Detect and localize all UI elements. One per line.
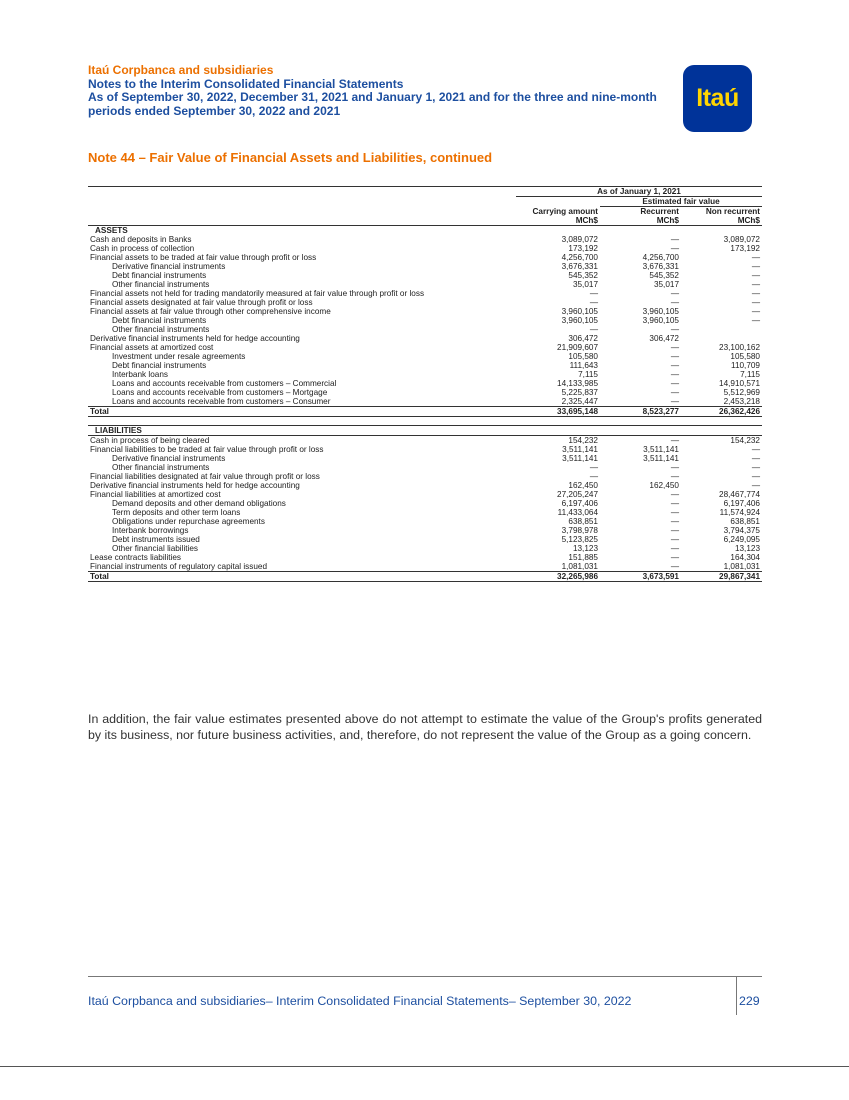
- asset-row: [88, 343, 762, 352]
- total-non-recurrent: 26,362,426: [681, 407, 762, 417]
- carrying-amount-value: 5,123,825: [561, 535, 598, 544]
- carrying-amount-value: 21,909,607: [557, 343, 598, 352]
- unit-carrying: MCh$: [516, 216, 600, 226]
- asset-row: [88, 316, 762, 325]
- liability-row: [88, 436, 762, 446]
- asset-row: [88, 325, 762, 334]
- asset-label: Debt financial instruments: [112, 271, 207, 280]
- non-recurrent-value: 14,910,571: [719, 379, 760, 388]
- non-recurrent-value: 6,197,406: [723, 499, 760, 508]
- asset-label: Debt financial instruments: [112, 316, 207, 325]
- non-recurrent-value: 1,081,031: [681, 562, 762, 572]
- total-non-recurrent: 29,867,341: [681, 572, 762, 582]
- asset-label: Loans and accounts receivable from customers – Consumer: [88, 397, 516, 407]
- recurrent-value: —: [670, 463, 679, 472]
- recurrent-value: 3,960,105: [642, 307, 679, 316]
- carrying-amount-value: 13,123: [572, 544, 598, 553]
- recurrent-value: 162,450: [649, 481, 679, 490]
- recurrent-value: —: [670, 235, 679, 244]
- liability-row: [88, 463, 762, 472]
- table-header-period: [88, 187, 762, 197]
- estimated-fair-value-header: Estimated fair value: [600, 197, 762, 207]
- liability-label: Financial liabilities to be traded at fair value through profit or loss: [90, 445, 324, 454]
- non-recurrent-value: 154,232: [730, 436, 760, 445]
- non-recurrent-value: 2,453,218: [681, 397, 762, 407]
- liability-row: [88, 553, 762, 562]
- non-recurrent-value: —: [751, 481, 760, 490]
- carrying-amount-value: 3,089,072: [561, 235, 598, 244]
- page-bottom-rule: [0, 1066, 849, 1067]
- liability-row: [88, 490, 762, 499]
- asset-label: Loans and accounts receivable from customers – Mortgage: [112, 388, 328, 397]
- asset-row: [88, 379, 762, 388]
- non-recurrent-value: 7,115: [740, 370, 760, 379]
- asset-row: [88, 289, 762, 298]
- asset-label: Financial assets at fair value through other comprehensive income: [90, 307, 331, 316]
- recurrent-value: 4,256,700: [642, 253, 679, 262]
- asset-row: [88, 244, 762, 253]
- recurrent-value: —: [670, 388, 679, 397]
- non-recurrent-value: 13,123: [734, 544, 760, 553]
- liability-label: Cash in process of being cleared: [90, 436, 210, 445]
- total-recurrent: 8,523,277: [600, 407, 681, 417]
- non-recurrent-value: —: [751, 289, 760, 298]
- carrying-amount-value: 4,256,700: [561, 253, 598, 262]
- non-recurrent-value: —: [751, 280, 760, 289]
- itau-logo: [683, 65, 752, 132]
- total-carrying-amount: 33,695,148: [516, 407, 600, 417]
- liability-label: Financial instruments of regulatory capital issued: [88, 562, 516, 572]
- footer-text: Itaú Corpbanca and subsidiaries– Interim Consolidated Financial Statements– September 30, 2022: [88, 994, 632, 1008]
- non-recurrent-value: 23,100,162: [719, 343, 760, 352]
- asset-row: [88, 271, 762, 280]
- carrying-amount-value: 3,960,105: [561, 307, 598, 316]
- liability-label: Lease contracts liabilities: [90, 553, 182, 562]
- non-recurrent-value: 110,709: [731, 361, 760, 370]
- asset-row: [88, 307, 762, 316]
- carrying-amount-value: 151,885: [568, 553, 598, 562]
- asset-label: Financial assets to be traded at fair value through profit or loss: [90, 253, 317, 262]
- carrying-amount-value: —: [589, 325, 598, 334]
- recurrent-value: —: [670, 544, 679, 553]
- section-spacer: [88, 417, 762, 426]
- logo-text: Itaú: [696, 84, 739, 112]
- asset-row: [88, 280, 762, 289]
- non-recurrent-value: 6,249,095: [723, 535, 760, 544]
- liabilities-heading: LIABILITIES: [88, 426, 762, 436]
- liability-row: [88, 526, 762, 535]
- table-header-estimated: [88, 197, 762, 207]
- asset-label: Financial assets designated at fair value through profit or loss: [90, 298, 313, 307]
- recurrent-value: —: [600, 562, 681, 572]
- carrying-amount-value: —: [589, 463, 598, 472]
- liability-row: [88, 445, 762, 454]
- liability-label: Demand deposits and other demand obligations: [112, 499, 286, 508]
- period-header: As of January 1, 2021: [516, 187, 762, 197]
- non-recurrent-value: 11,574,924: [719, 508, 760, 517]
- carrying-amount-value: 27,205,247: [557, 490, 598, 499]
- asset-row: [88, 235, 762, 244]
- liability-row: [88, 544, 762, 553]
- non-recurrent-value: 173,192: [730, 244, 760, 253]
- non-recurrent-value: 3,794,375: [723, 526, 760, 535]
- non-recurrent-value: —: [751, 463, 760, 472]
- carrying-amount-value: 2,325,447: [516, 397, 600, 407]
- page-number: 229: [739, 994, 760, 1008]
- assets-section-title: [88, 226, 762, 236]
- total-label: Total: [88, 572, 516, 582]
- carrying-amount-value: 3,676,331: [561, 262, 598, 271]
- liability-row: [88, 472, 762, 481]
- carrying-amount-value: 173,192: [568, 244, 598, 253]
- table-header-units: [88, 216, 762, 226]
- non-recurrent-value: —: [751, 307, 760, 316]
- recurrent-value: —: [670, 508, 679, 517]
- carrying-amount-value: —: [589, 289, 598, 298]
- carrying-amount-value: 11,433,064: [557, 508, 598, 517]
- non-recurrent-value: 164,304: [730, 553, 760, 562]
- table-header-columns: [88, 207, 762, 217]
- asset-row: [88, 298, 762, 307]
- total-recurrent: 3,673,591: [600, 572, 681, 582]
- asset-label: Cash and deposits in Banks: [90, 235, 192, 244]
- asset-label: Derivative financial instruments: [112, 262, 226, 271]
- carrying-amount-value: 162,450: [568, 481, 598, 490]
- recurrent-value: —: [670, 499, 679, 508]
- carrying-amount-value: 7,115: [578, 370, 598, 379]
- non-recurrent-value: —: [751, 472, 760, 481]
- recurrent-value: —: [670, 343, 679, 352]
- liability-label: Interbank borrowings: [112, 526, 189, 535]
- recurrent-value: —: [670, 526, 679, 535]
- unit-non-recurrent: MCh$: [681, 216, 762, 226]
- carrying-amount-value: 3,511,141: [562, 445, 598, 454]
- liability-label: Other financial instruments: [112, 463, 210, 472]
- carrying-amount-value: 638,851: [568, 517, 598, 526]
- non-recurrent-value: 638,851: [730, 517, 760, 526]
- recurrent-value: —: [670, 298, 679, 307]
- liability-row: [88, 562, 762, 572]
- asset-label: Cash in process of collection: [90, 244, 195, 253]
- liability-row: [88, 535, 762, 544]
- closing-paragraph: In addition, the fair value estimates presented above do not attempt to estimate the value of the Group's profits generated by its business, nor future business activities, and, therefore, do not represent the value of the Group as a going concern.: [88, 712, 762, 742]
- liability-label: Obligations under repurchase agreements: [112, 517, 265, 526]
- recurrent-value: —: [670, 436, 679, 445]
- recurrent-header: Recurrent: [640, 207, 679, 216]
- liability-label: Financial liabilities designated at fair value through profit or loss: [90, 472, 320, 481]
- non-recurrent-value: [681, 325, 762, 334]
- asset-row: [88, 253, 762, 262]
- footer-rule: [88, 976, 762, 977]
- asset-row: [88, 361, 762, 370]
- liability-row: [88, 499, 762, 508]
- carrying-amount-value: 306,472: [568, 334, 598, 343]
- total-label: Total: [88, 407, 516, 417]
- footer-divider: [736, 977, 737, 1015]
- recurrent-value: —: [670, 535, 679, 544]
- non-recurrent-value: —: [751, 316, 760, 325]
- carrying-amount-value: 154,232: [568, 436, 598, 445]
- asset-label: Financial assets not held for trading mandatorily measured at fair value through profit or loss: [90, 289, 425, 298]
- liability-label: Derivative financial instruments held for hedge accounting: [90, 481, 300, 490]
- unit-recurrent: MCh$: [600, 216, 681, 226]
- carrying-amount-value: 35,017: [572, 280, 598, 289]
- non-recurrent-value: —: [751, 298, 760, 307]
- asset-row: [88, 370, 762, 379]
- asset-row: [88, 352, 762, 361]
- non-recurrent-value: 5,512,969: [723, 388, 760, 397]
- liability-row: [88, 454, 762, 463]
- carrying-amount-value: 14,133,985: [557, 379, 598, 388]
- recurrent-value: —: [670, 244, 679, 253]
- recurrent-value: 3,511,141: [643, 445, 679, 454]
- note-title: Note 44 – Fair Value of Financial Assets and Liabilities, continued: [88, 150, 493, 165]
- non-recurrent-value: —: [751, 271, 760, 280]
- recurrent-value: —: [670, 370, 679, 379]
- recurrent-value: —: [670, 553, 679, 562]
- asset-label: Debt financial instruments: [112, 361, 207, 370]
- recurrent-value: 3,960,105: [642, 316, 679, 325]
- non-recurrent-value: 28,467,774: [719, 490, 760, 499]
- company-name: Itaú Corpbanca and subsidiaries: [88, 63, 274, 77]
- liability-row: [88, 508, 762, 517]
- report-header: [88, 64, 658, 118]
- non-recurrent-value: —: [751, 454, 760, 463]
- carrying-amount-value: 1,081,031: [516, 562, 600, 572]
- carrying-amount-value: 3,511,141: [562, 454, 598, 463]
- carrying-amount-value: 3,960,105: [561, 316, 598, 325]
- non-recurrent-value: —: [751, 445, 760, 454]
- recurrent-value: —: [670, 352, 679, 361]
- carrying-amount-value: 111,643: [569, 361, 598, 370]
- asset-label: Interbank loans: [112, 370, 168, 379]
- statement-title: Notes to the Interim Consolidated Financial Statements: [88, 76, 404, 91]
- liability-label: Debt instruments issued: [112, 535, 200, 544]
- carrying-amount-value: 6,197,406: [561, 499, 598, 508]
- asset-row: [88, 397, 762, 407]
- liability-label: Other financial liabilities: [112, 544, 199, 553]
- carrying-amount-value: —: [589, 298, 598, 307]
- carrying-amount-value: 3,798,978: [561, 526, 598, 535]
- assets-heading: ASSETS: [95, 226, 128, 235]
- carrying-amount-header: Carrying amount: [532, 206, 598, 216]
- carrying-amount-value: 5,225,837: [561, 388, 598, 397]
- asset-label: Derivative financial instruments held for hedge accounting: [90, 334, 300, 343]
- asset-row: [88, 262, 762, 271]
- liability-label: Term deposits and other term loans: [112, 508, 241, 517]
- non-recurrent-header: Non recurrent: [705, 207, 760, 216]
- fair-value-table: [88, 186, 762, 582]
- liabilities-total-row: [88, 572, 762, 582]
- non-recurrent-value: 3,089,072: [723, 235, 760, 244]
- non-recurrent-value: 105,580: [730, 352, 760, 361]
- recurrent-value: —: [670, 361, 679, 370]
- carrying-amount-value: 545,352: [568, 271, 598, 280]
- liability-row: [88, 517, 762, 526]
- assets-total-row: [88, 407, 762, 417]
- recurrent-value: 35,017: [653, 280, 679, 289]
- asset-label: Other financial instruments: [112, 280, 210, 289]
- recurrent-value: —: [670, 472, 679, 481]
- asset-label: Other financial instruments: [112, 325, 210, 334]
- recurrent-value: —: [670, 490, 679, 499]
- recurrent-value: —: [670, 517, 679, 526]
- recurrent-value: —: [670, 289, 679, 298]
- recurrent-value: 3,676,331: [642, 262, 679, 271]
- asset-label: Financial assets at amortized cost: [90, 343, 214, 352]
- asset-row: [88, 334, 762, 343]
- recurrent-value: 3,511,141: [643, 454, 679, 463]
- non-recurrent-value: —: [751, 262, 760, 271]
- recurrent-value: —: [670, 379, 679, 388]
- recurrent-value: 545,352: [649, 271, 679, 280]
- total-carrying-amount: 32,265,986: [516, 572, 600, 582]
- carrying-amount-value: 105,580: [568, 352, 598, 361]
- liability-label: Financial liabilities at amortized cost: [90, 490, 221, 499]
- non-recurrent-value: —: [751, 253, 760, 262]
- recurrent-value: —: [600, 397, 681, 407]
- period-description: As of September 30, 2022, December 31, 2021 and January 1, 2021 and for the three and nine-month periods ended September 30, 2022 and 2021: [88, 90, 657, 118]
- asset-label: Investment under resale agreements: [112, 352, 246, 361]
- asset-label: Loans and accounts receivable from customers – Commercial: [112, 379, 337, 388]
- asset-row: [88, 388, 762, 397]
- carrying-amount-value: —: [589, 472, 598, 481]
- liability-row: [88, 481, 762, 490]
- liabilities-section-title: [88, 426, 762, 436]
- non-recurrent-value: [681, 334, 762, 343]
- recurrent-value: —: [670, 325, 679, 334]
- recurrent-value: 306,472: [649, 334, 679, 343]
- liability-label: Derivative financial instruments: [112, 454, 226, 463]
